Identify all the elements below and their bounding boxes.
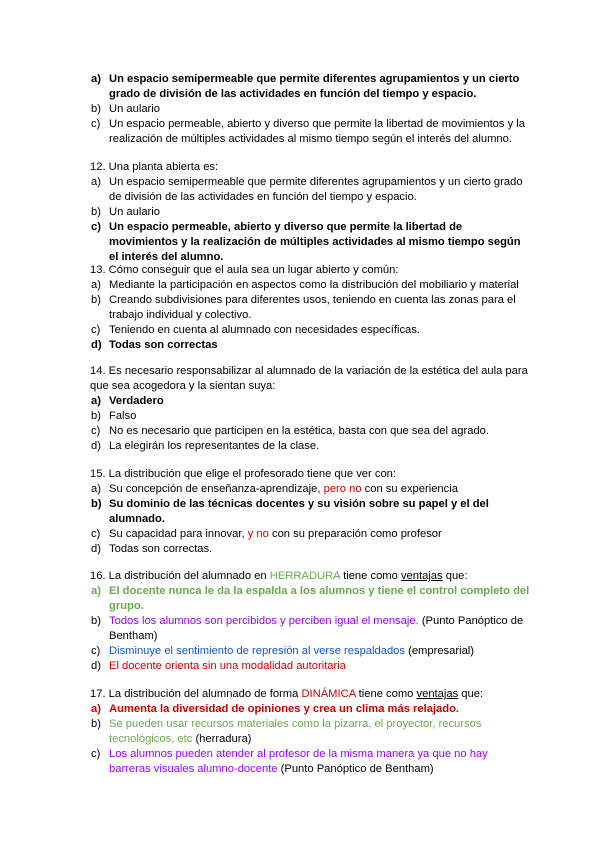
option-text: Todos los alumnos son percibidos y perciben igual el mensaje.: [109, 615, 419, 627]
option-text: La elegirán los representantes de la clase.: [109, 440, 320, 452]
option-letter: b): [91, 410, 101, 422]
option-a: [90, 702, 530, 717]
question-11-options: [90, 72, 530, 147]
stem-text: tiene como: [358, 688, 414, 700]
option-letter: a): [91, 703, 101, 715]
option-note: (empresarial): [408, 645, 475, 657]
option-note: (herradura): [195, 733, 252, 745]
option-text: Un espacio permeable, abierto y diverso que permite la libertad de movimientos y la realización de múltiples actividades al mismo tiempo según el interés del alumno.: [109, 221, 521, 263]
option-a: [90, 394, 530, 409]
stem-keyword: HERRADURA: [269, 570, 340, 582]
option-letter: a): [91, 279, 101, 291]
option-letter: c): [91, 221, 101, 233]
option-b: [90, 497, 530, 527]
highlight-text: y: [247, 528, 254, 540]
option-text: Disminuye el sentimiento de represión al verse respaldados: [109, 645, 405, 657]
option-b: [90, 205, 530, 220]
option-text: Aumenta la diversidad de opiniones y crea un clima más relajado.: [109, 703, 460, 715]
option-text: con su experiencia: [364, 483, 458, 495]
option-text: Se pueden usar recursos materiales como la pizarra, el proyector, recursos tecnológicos, etc: [109, 718, 482, 745]
option-letter: a): [91, 483, 101, 495]
option-letter: a): [91, 176, 101, 188]
stem-keyword: DINÁMICA: [301, 688, 356, 700]
option-d: [90, 439, 530, 454]
option-letter: d): [91, 440, 101, 452]
option-letter: c): [91, 748, 101, 760]
option-c: [90, 323, 530, 338]
option-text: con su preparación como profesor: [271, 528, 442, 540]
option-a: [90, 584, 530, 614]
option-text: Un aulario: [109, 103, 160, 115]
option-letter: b): [91, 498, 102, 510]
question-12: [90, 160, 530, 265]
option-c: [90, 424, 530, 439]
stem-text: 17. La distribución del alumnado de forma: [90, 688, 299, 700]
option-text: Su concepción de enseñanza-aprendizaje,: [109, 483, 321, 495]
question-stem: 13. Cómo conseguir que el aula sea un lugar abierto y común:: [90, 264, 399, 276]
option-text: El docente orienta sin una modalidad autoritaria: [109, 660, 346, 672]
option-letter: b): [91, 294, 101, 306]
option-b: [90, 409, 530, 424]
question-stem: 15. La distribución que elige el profesorado tiene que ver con:: [90, 468, 396, 480]
option-text: Un espacio permeable, abierto y diverso que permite la libertad de movimientos y la realización de múltiples actividades al mismo tiempo según el interés del alumno.: [109, 118, 526, 145]
option-b: [90, 293, 530, 323]
option-text: Mediante la participación en aspectos como la distribución del mobiliario y material: [109, 279, 519, 291]
option-b: [90, 717, 530, 747]
option-b: [90, 614, 530, 644]
option-letter: c): [91, 324, 101, 336]
option-d: [90, 542, 530, 557]
option-note: (Punto Panóptico de Bentham): [109, 615, 524, 642]
option-d: [90, 338, 530, 353]
question-17: [90, 687, 530, 777]
question-stem: [90, 687, 530, 702]
stem-underlined: ventajas: [400, 570, 443, 582]
option-letter: d): [91, 339, 102, 351]
option-letter: a): [91, 73, 101, 85]
question-16: [90, 569, 530, 674]
option-text: Su capacidad para innovar,: [109, 528, 245, 540]
option-text: Falso: [109, 410, 137, 422]
option-text: Un espacio semipermeable que permite diferentes agrupamientos y un cierto grado de división de las actividades en función del tiempo y espacio.: [109, 73, 520, 100]
stem-text: que:: [461, 688, 484, 700]
option-c: [90, 220, 530, 265]
option-text: Creando subdivisiones para diferentes usos, teniendo en cuenta las zonas para el trabajo individual y colectivo.: [109, 294, 516, 321]
stem-underlined: ventajas: [416, 688, 459, 700]
option-a: [90, 278, 530, 293]
option-c: [90, 747, 530, 777]
option-letter: a): [91, 395, 101, 407]
option-text: Un aulario: [109, 206, 160, 218]
option-letter: d): [91, 543, 101, 555]
option-letter: b): [91, 103, 101, 115]
option-d: [90, 659, 530, 674]
question-stem: [90, 569, 530, 584]
option-a: [90, 482, 530, 497]
option-text: Verdadero: [109, 395, 164, 407]
question-14: [90, 364, 530, 454]
option-letter: b): [91, 718, 101, 730]
stem-text: que:: [445, 570, 468, 582]
question-15: [90, 467, 530, 557]
option-text: Su dominio de las técnicas docentes y su visión sobre su papel y el del alumnado.: [109, 498, 489, 525]
option-note: (Punto Panóptico de Bentham): [280, 763, 434, 775]
option-letter: a): [91, 585, 101, 597]
option-text: No es necesario que participen en la estética, basta con que sea del agrado.: [109, 425, 490, 437]
question-stem: 14. Es necesario responsabilizar al alumnado de la variación de la estética del aula para que sea acogedora y la sientan suya:: [90, 365, 528, 392]
question-stem: 12. Una planta abierta es:: [90, 161, 219, 173]
highlight-text: no: [256, 528, 269, 540]
option-c: [90, 644, 530, 659]
option-text: Teniendo en cuenta al alumnado con necesidades específicas.: [109, 324, 420, 336]
question-13: [90, 263, 530, 353]
highlight-text: pero no: [323, 483, 362, 495]
option-text: Los alumnos pueden atender al profesor de la misma manera ya que no hay barreras visuales alumno-docente: [109, 748, 488, 775]
option-b: [90, 102, 530, 117]
option-letter: c): [91, 645, 101, 657]
option-letter: b): [91, 206, 101, 218]
option-letter: c): [91, 528, 101, 540]
option-a: [90, 72, 530, 102]
option-text: Todas son correctas.: [109, 543, 213, 555]
stem-text: tiene como: [343, 570, 398, 582]
option-letter: d): [91, 660, 101, 672]
option-letter: b): [91, 615, 101, 627]
option-letter: c): [91, 425, 101, 437]
option-letter: c): [91, 118, 101, 130]
option-text: El docente nunca le da la espalda a los alumnos y tiene el control completo del grupo.: [109, 585, 530, 612]
option-text: Todas son correctas: [109, 339, 218, 351]
option-c: [90, 527, 530, 542]
stem-text: 16. La distribución del alumnado en: [90, 570, 267, 582]
option-a: [90, 175, 530, 205]
option-text: Un espacio semipermeable que permite diferentes agrupamientos y un cierto grado de división de las actividades en función del tiempo y espacio.: [109, 176, 523, 203]
option-c: [90, 117, 530, 147]
